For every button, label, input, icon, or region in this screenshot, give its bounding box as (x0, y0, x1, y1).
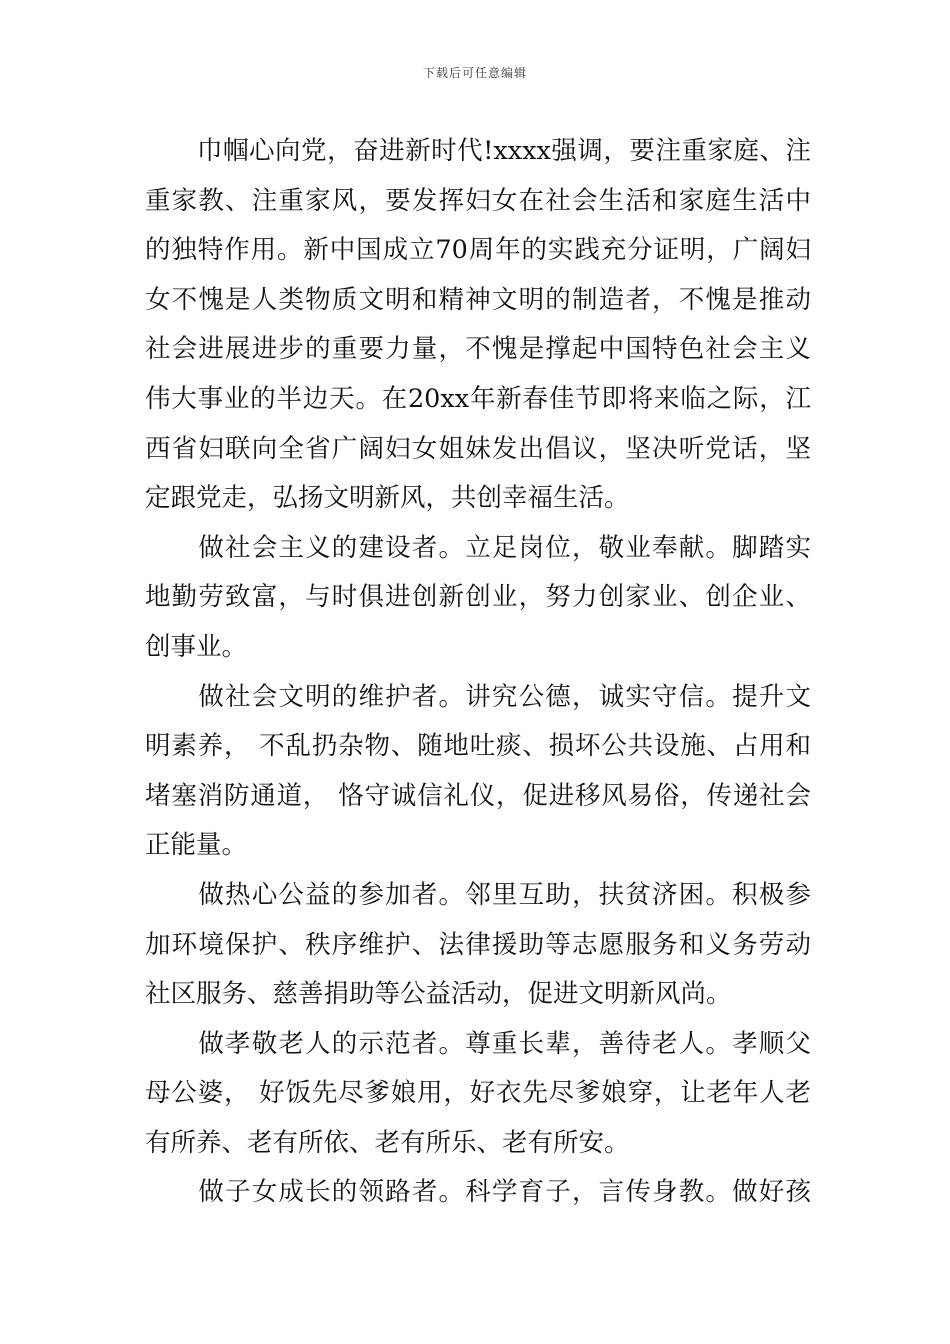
document-body (145, 127, 811, 1218)
text-line: 做子女成长的领路者。科学育子，言传身教。做好孩 (145, 1177, 811, 1208)
text-line: 做社会主义的建设者。立足岗位，敬业奉献。脚踏实 (145, 532, 811, 563)
paragraph-children (145, 1168, 811, 1218)
text-line: 的独特作用。新中国成立70周年的实践充分证明，广阔妇 (145, 235, 811, 266)
text-line: 巾帼心向党，奋进新时代!xxxx强调，要注重家庭、注 (145, 136, 811, 166)
paragraph-public-welfare (145, 871, 811, 1020)
text-line: 女不愧是人类物质文明和精神文明的制造者，不愧是推动 (145, 284, 811, 315)
text-line: 做热心公益的参加者。邻里互助，扶贫济困。积极参 (145, 879, 811, 910)
paragraph-elders (145, 1020, 811, 1169)
text-line: 正能量。 (145, 830, 248, 861)
text-line: 地勤劳致富，与时俱进创新创业，努力创家业、创企业、 (145, 582, 811, 613)
text-line: 母公婆， 好饭先尽爹娘用，好衣先尽爹娘穿，让老年人老 (145, 1078, 811, 1109)
text-line: 伟大事业的半边天。在20xx年新春佳节即将来临之际，江 (145, 383, 811, 414)
text-line: 做社会文明的维护者。讲究公德，诚实守信。提升文 (145, 681, 811, 712)
text-line: 做孝敬老人的示范者。尊重长辈，善待老人。孝顺父 (145, 1028, 811, 1059)
page-header: 下载后可任意编辑 (422, 66, 527, 80)
paragraph-builder (145, 524, 811, 673)
text-line: 社区服务、慈善捐助等公益活动，促进文明新风尚。 (145, 979, 732, 1010)
text-line: 创事业。 (145, 631, 248, 662)
text-line: 西省妇联向全省广阔妇女姐妹发出倡议，坚决听党话，坚 (145, 433, 811, 464)
text-line: 定跟党走，弘扬文明新风，共创幸福生活。 (145, 483, 630, 514)
paragraph-intro (145, 127, 811, 524)
text-line: 堵塞消防通道， 恪守诚信礼仪，促进移风易俗，传递社会 (145, 780, 811, 811)
text-line: 社会进展进步的重要力量，不愧是撑起中国特色社会主义 (145, 334, 811, 365)
text-line: 明素养， 不乱扔杂物、随地吐痰、损坏公共设施、占用和 (145, 731, 811, 762)
paragraph-civility (145, 673, 811, 871)
text-line: 有所养、老有所依、老有所乐、老有所安。 (145, 1127, 630, 1158)
text-line: 加环境保护、秩序维护、法律援助等志愿服务和义务劳动 (145, 929, 811, 960)
text-line: 重家教、注重家风，要发挥妇女在社会生活和家庭生活中 (145, 185, 811, 216)
